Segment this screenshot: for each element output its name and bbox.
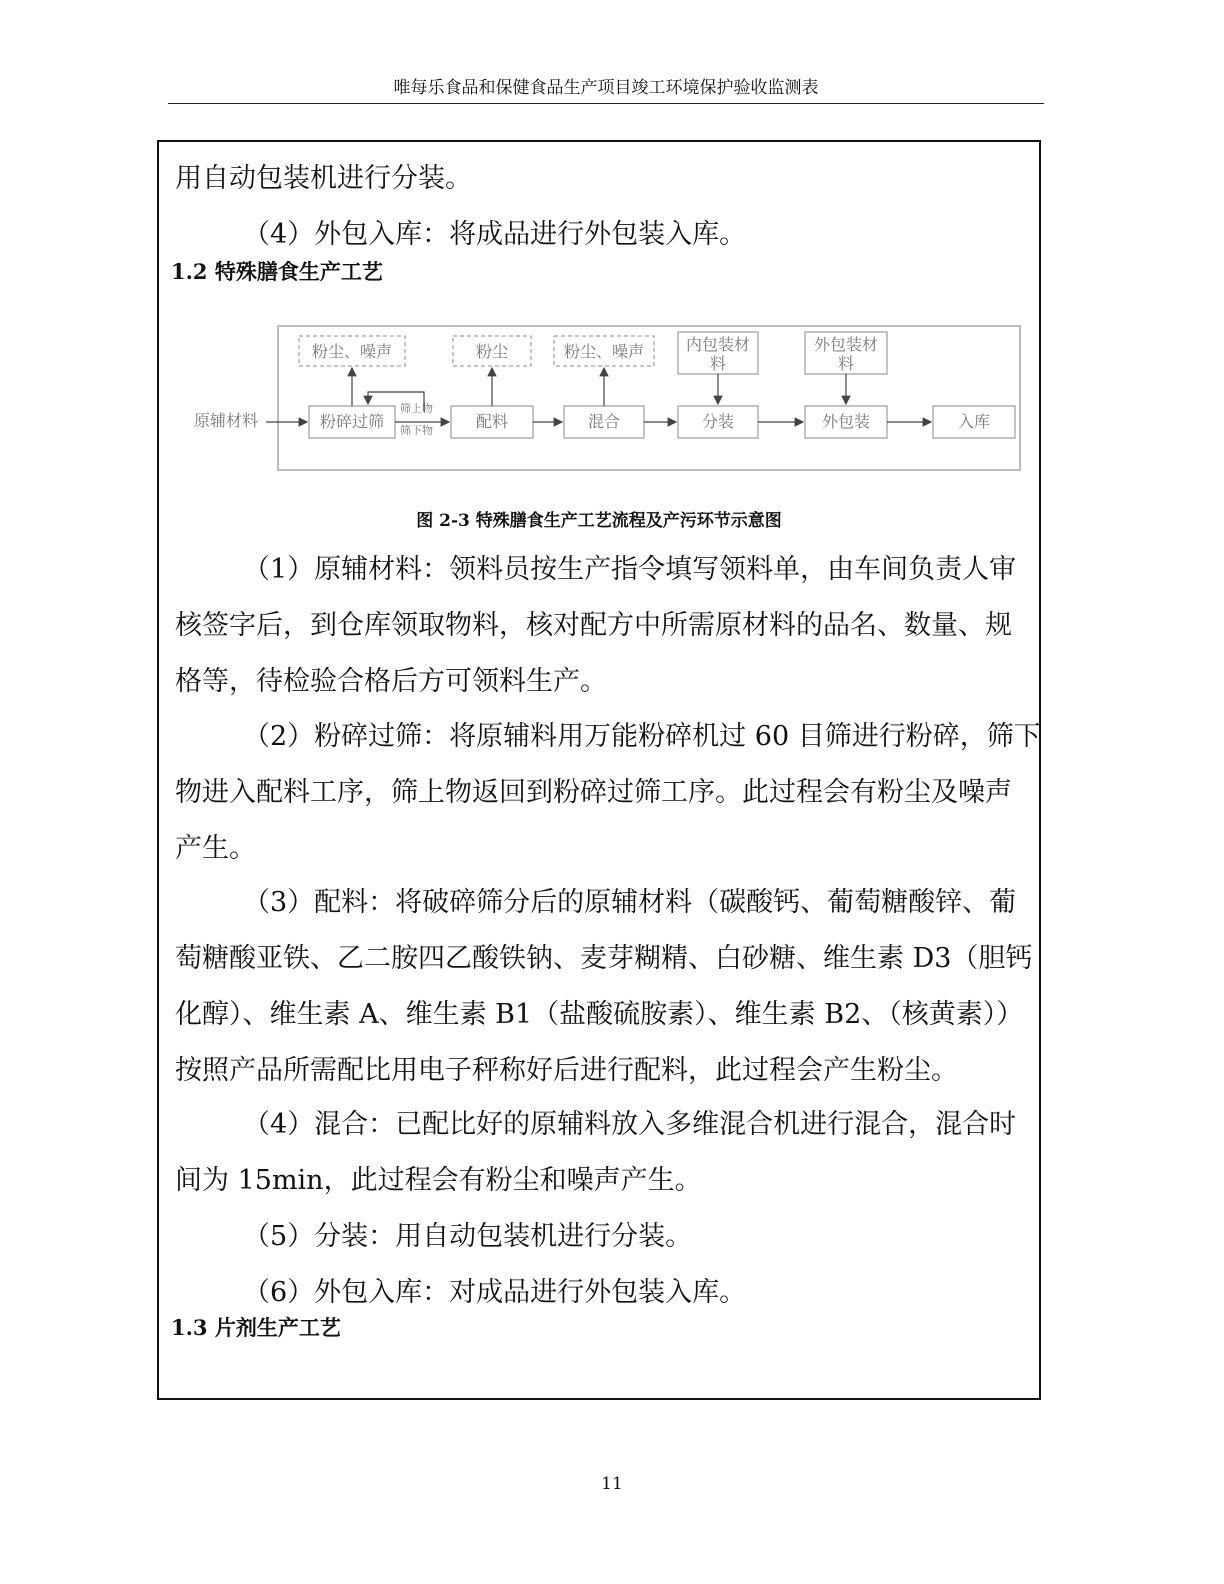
flow-step-label: 混合 — [587, 412, 621, 431]
pollutant-label: 粉尘、噪声 — [311, 342, 393, 361]
pollutant-label: 粉尘 — [475, 342, 509, 361]
text-line: （4）外包入库：将成品进行外包装入库。 — [243, 219, 747, 250]
paragraph-line: 格等，待检验合格后方可领料生产。 — [175, 666, 607, 697]
paragraph-line: 化醇）、维生素 A、维生素 B1（盐酸硫胺素）、维生素 B2、（核黄素）） — [175, 999, 1024, 1030]
header-rule — [168, 103, 1044, 104]
paragraph-line: 核签字后，到仓库领取物料，核对配方中所需原材料的品名、数量、规 — [175, 610, 1012, 641]
flow-step-label: 配料 — [475, 412, 509, 431]
paragraph-line: 按照产品所需配比用电子秤称好后进行配料，此过程会产生粉尘。 — [175, 1055, 958, 1086]
inner-packaging-label: 内包装材 — [685, 335, 751, 354]
sieve-over-label: 筛上物 — [400, 402, 433, 415]
inner-packaging-label: 料 — [709, 354, 727, 373]
paragraph-line: 间为 15min，此过程会有粉尘和噪声产生。 — [175, 1165, 702, 1196]
paragraph-line: （4）混合：已配比好的原辅料放入多维混合机进行混合，混合时 — [243, 1109, 1017, 1140]
section-heading-1-3: 1.3 片剂生产工艺 — [171, 1315, 341, 1340]
paragraph-line: （2）粉碎过筛：将原辅料用万能粉碎机过 60 目筛进行粉碎，筛下 — [243, 721, 1041, 752]
paragraph-line: （3）配料：将破碎筛分后的原辅材料（碳酸钙、葡萄糖酸锌、葡 — [243, 887, 1017, 918]
figure-caption: 图 2-3 特殊膳食生产工艺流程及产污环节示意图 — [416, 511, 782, 531]
pollutant-label: 粉尘、噪声 — [563, 342, 645, 361]
outer-packaging-label: 外包装材 — [813, 335, 879, 354]
flow-step-label: 分装 — [701, 412, 735, 431]
text-line: 用自动包装机进行分装。 — [175, 163, 472, 194]
paragraph-line: 物进入配料工序，筛上物返回到粉碎过筛工序。此过程会有粉尘及噪声 — [175, 777, 1012, 808]
paragraph-line: （6）外包入库：对成品进行外包装入库。 — [243, 1277, 747, 1308]
process-flowchart — [180, 322, 1040, 482]
paragraph-line: （1）原辅材料：领料员按生产指令填写领料单，由车间负责人审 — [243, 554, 1017, 585]
paragraph-line: 萄糖酸亚铁、乙二胺四乙酸铁钠、麦芽糊精、白砂糖、维生素 D3（胆钙 — [175, 943, 1033, 974]
flow-input-label: 原辅材料 — [194, 411, 259, 430]
page-number: 11 — [601, 1474, 623, 1494]
sieve-under-label: 筛下物 — [400, 424, 433, 437]
outer-packaging-label: 料 — [837, 354, 855, 373]
flow-step-label: 入库 — [957, 412, 991, 431]
header-title: 唯每乐食品和保健食品生产项目竣工环境保护验收监测表 — [393, 78, 819, 98]
paragraph-line: （5）分装：用自动包装机进行分装。 — [243, 1221, 693, 1252]
section-heading-1-2: 1.2 特殊膳食生产工艺 — [171, 259, 383, 284]
paragraph-line: 产生。 — [175, 833, 256, 864]
flow-step-label: 外包装 — [821, 412, 871, 431]
flow-step-label: 粉碎过筛 — [319, 412, 385, 431]
